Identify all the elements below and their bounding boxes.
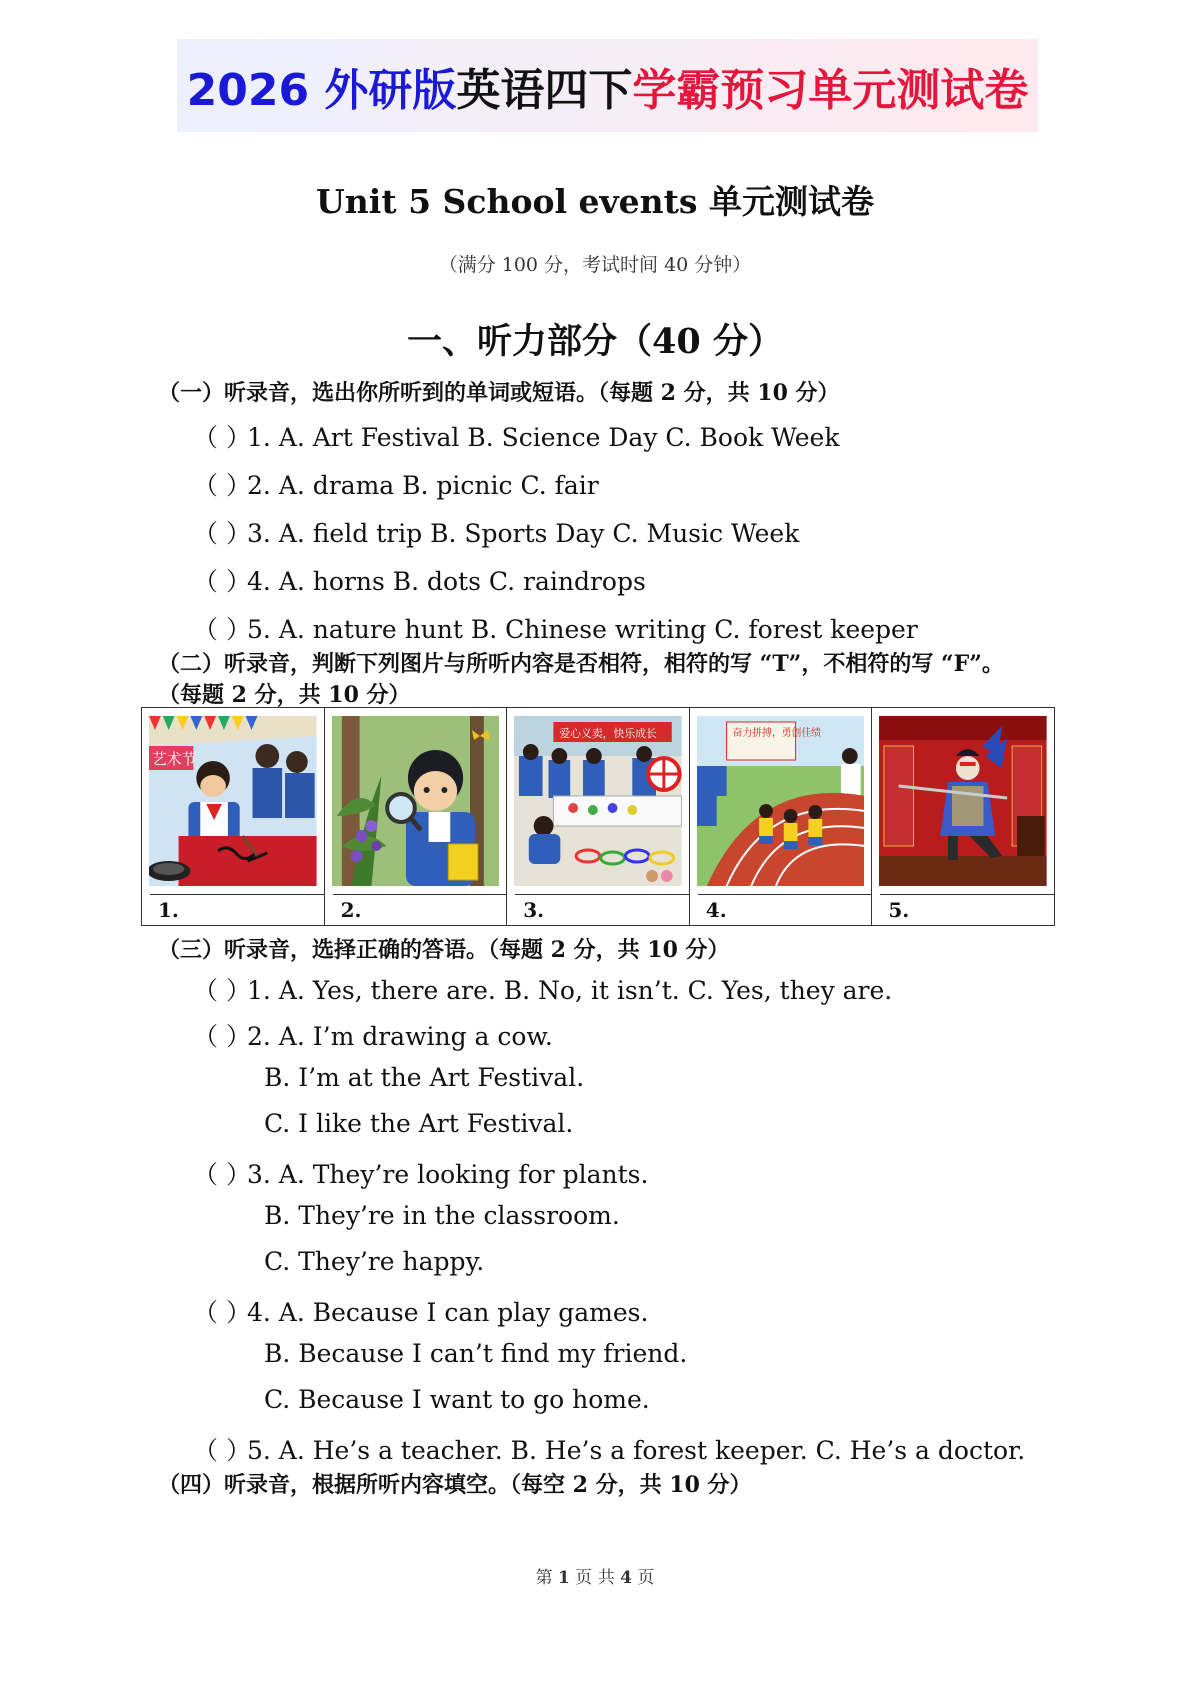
calligraphy-picture xyxy=(149,716,317,886)
header-banner xyxy=(177,39,1038,132)
picture-table xyxy=(141,707,1055,926)
opera-picture xyxy=(879,716,1047,886)
banner-year-publisher: 2026 外研版 xyxy=(186,64,457,116)
answer-blank[interactable]: （ ） xyxy=(193,519,251,548)
answer-blank[interactable]: （ ） xyxy=(193,471,251,500)
svg-text:爱心义卖，快乐成长: 爱心义卖，快乐成长 xyxy=(559,726,657,741)
question-1-1: （ ）1. A. Art Festival B. Science Day C. Book Week xyxy=(193,418,840,454)
answer-blank[interactable]: （ ） xyxy=(193,423,251,452)
picture-cell-5 xyxy=(872,708,1054,925)
picture-cell-2 xyxy=(325,708,508,925)
option-3-4-b: B. Because I can’t find my friend. xyxy=(264,1339,688,1368)
answer-blank[interactable]: （ ） xyxy=(193,1022,251,1051)
section-heading-4: （四）听录音，根据所听内容填空。（每空 2 分，共 10 分） xyxy=(158,1472,752,1498)
nature-hunt-picture xyxy=(332,716,500,886)
answer-blank[interactable]: （ ） xyxy=(193,976,251,1005)
option-3-3-b: B. They’re in the classroom. xyxy=(264,1201,620,1230)
part-title: 一、听力部分（40 分） xyxy=(407,321,783,362)
option-3-2-b: B. I’m at the Art Festival. xyxy=(264,1063,585,1092)
picture-cell-3 xyxy=(507,708,690,925)
page-footer: 第 1 页 共 4 页 xyxy=(535,1568,655,1588)
picture-cell-4 xyxy=(690,708,873,925)
answer-blank[interactable]: （ ） xyxy=(193,615,251,644)
question-3-3: （ ）3. A. They’re looking for plants. xyxy=(193,1155,648,1191)
picture-label-4: 4. xyxy=(698,894,872,925)
option-3-4-c: C. Because I want to go home. xyxy=(264,1385,650,1414)
section-heading-1: （一）听录音，选出你所听到的单词或短语。（每题 2 分，共 10 分） xyxy=(158,380,840,406)
question-3-1: （ ）1. A. Yes, there are. B. No, it isn’t. C. Yes, they are. xyxy=(193,971,892,1007)
question-3-2: （ ）2. A. I’m drawing a cow. xyxy=(193,1017,553,1053)
answer-blank[interactable]: （ ） xyxy=(193,1298,251,1327)
question-3-4: （ ）4. A. Because I can play games. xyxy=(193,1293,648,1329)
banner-subject: 英语四下 xyxy=(456,64,633,116)
charity-fair-picture xyxy=(514,716,682,886)
picture-label-3: 3. xyxy=(515,894,689,925)
question-1-3: （ ）3. A. field trip B. Sports Day C. Music Week xyxy=(193,514,799,550)
sports-day-picture xyxy=(697,716,865,886)
answer-blank[interactable]: （ ） xyxy=(193,567,251,596)
page-subtitle: （满分 100 分，考试时间 40 分钟） xyxy=(438,254,752,276)
page-title: Unit 5 School events 单元测试卷 xyxy=(316,182,874,221)
answer-blank[interactable]: （ ） xyxy=(193,1160,251,1189)
current-page-number: 1 xyxy=(558,1568,570,1588)
total-pages-number: 4 xyxy=(620,1568,632,1588)
option-3-2-c: C. I like the Art Festival. xyxy=(264,1109,574,1138)
question-1-4: （ ）4. A. horns B. dots C. raindrops xyxy=(193,562,646,598)
picture-label-1: 1. xyxy=(150,894,324,925)
picture-label-5: 5. xyxy=(880,894,1054,925)
question-1-5: （ ）5. A. nature hunt B. Chinese writing C. forest keeper xyxy=(193,610,918,646)
question-1-2: （ ）2. A. drama B. picnic C. fair xyxy=(193,466,599,502)
picture-label-2: 2. xyxy=(333,894,507,925)
banner-test-type: 学霸预习单元测试卷 xyxy=(632,64,1029,116)
picture-cell-1 xyxy=(142,708,325,925)
question-3-5: （ ）5. A. He’s a teacher. B. He’s a forest keeper. C. He’s a doctor. xyxy=(193,1431,1025,1467)
section-heading-2-points: （每题 2 分，共 10 分） xyxy=(158,682,411,708)
option-3-3-c: C. They’re happy. xyxy=(264,1247,485,1276)
answer-blank[interactable]: （ ） xyxy=(193,1436,251,1465)
svg-text:艺术节: 艺术节 xyxy=(151,749,197,769)
section-heading-2: （二）听录音，判断下列图片与所听内容是否相符，相符的写 “T”，不相符的写 “F”。 xyxy=(158,651,1004,677)
section-heading-3: （三）听录音，选择正确的答语。（每题 2 分，共 10 分） xyxy=(158,937,730,963)
svg-text:奋力拼搏，勇创佳绩: 奋力拼搏，勇创佳绩 xyxy=(732,727,821,740)
